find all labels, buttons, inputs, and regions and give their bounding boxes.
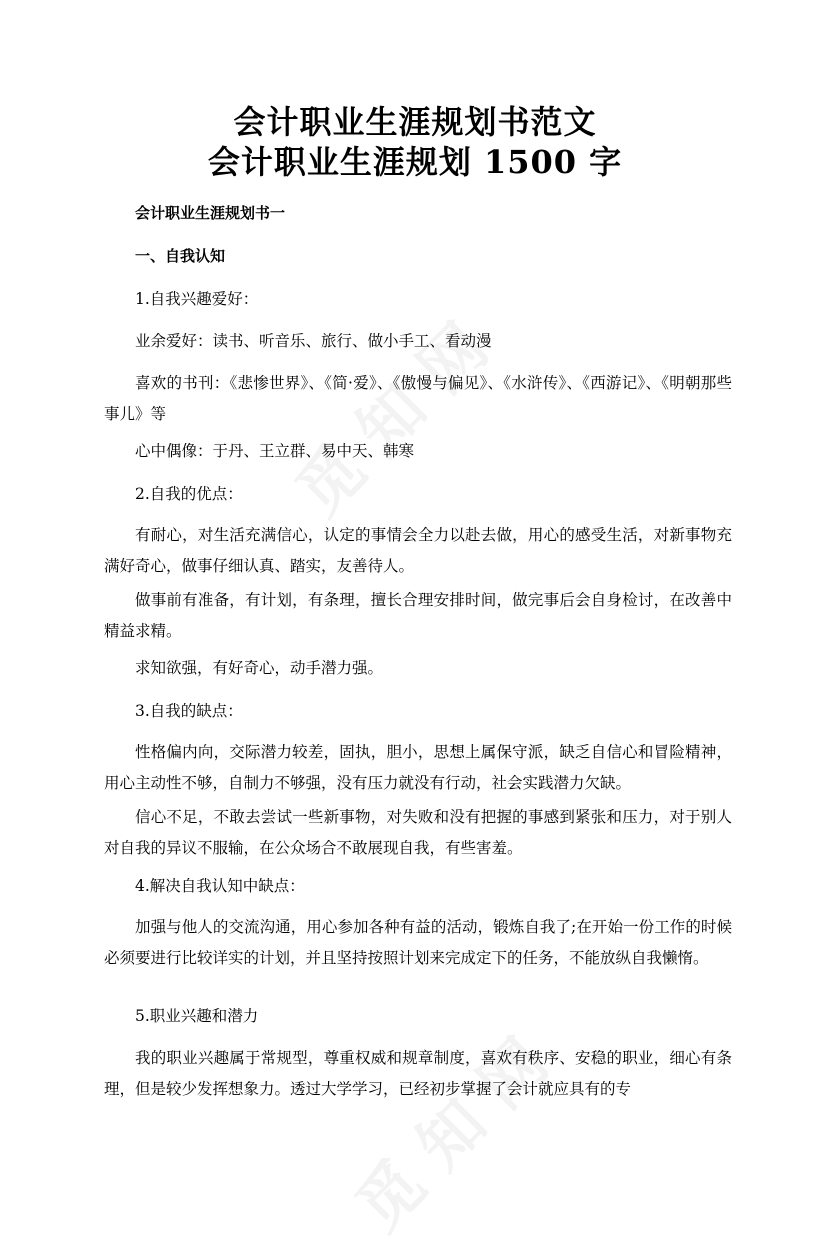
subheading-interests: 1.自我兴趣爱好： xyxy=(135,290,259,308)
subheading-solutions: 4.解决自我认知中缺点： xyxy=(135,877,305,895)
paragraph-solution: 加强与他人的交流沟通，用心参加各种有益的活动，锻炼自我了;在开始一份工作的时候必须要进行比较详实的计划，并且坚持按照计划来完成定下的任务，不能放纵自我懒惰。 xyxy=(104,918,732,967)
paragraph-strength-3: 求知欲强，有好奇心，动手潜力强。 xyxy=(135,659,384,677)
subheading-strengths: 2.自我的优点： xyxy=(135,485,243,503)
paragraph-books: 喜欢的书刊：《悲惨世界》、《简·爱》、《傲慢与偏见》、《水浒传》、《西游记》、《明朝那些事儿》等 xyxy=(104,374,732,423)
paragraph-career: 我的职业兴趣属于常规型，尊重权威和规章制度，喜欢有秩序、安稳的职业，细心有条理，但是较少发挥想象力。透过大学学习，已经初步掌握了会计就应具有的专 xyxy=(104,1049,732,1098)
paragraph-weakness-1: 性格偏内向，交际潜力较差，固执，胆小，思想上属保守派，缺乏自信心和冒险精神，用心主动性不够，自制力不够强，没有压力就没有行动，社会实践潜力欠缺。 xyxy=(104,743,732,792)
part-heading: 一、自我认知 xyxy=(135,247,226,265)
paragraph-strength-2: 做事前有准备，有计划，有条理，擅长合理安排时间，做完事后会自身检讨，在改善中精益求精。 xyxy=(104,591,732,640)
paragraph-weakness-2: 信心不足，不敢去尝试一些新事物，对失败和没有把握的事感到紧张和压力，对于别人对自我的异议不服输，在公众场合不敢展现自我，有些害羞。 xyxy=(104,808,732,857)
section-title: 会计职业生涯规划书一 xyxy=(135,204,286,222)
paragraph-idols: 心中偶像：于丹、王立群、易中天、韩寒 xyxy=(135,442,415,460)
subheading-weaknesses: 3.自我的缺点： xyxy=(135,702,243,720)
paragraph-strength-1: 有耐心，对生活充满信心，认定的事情会全力以赴去做，用心的感受生活，对新事物充满好奇心，做事仔细认真、踏实，友善待人。 xyxy=(104,526,732,575)
subheading-career-interest: 5.职业兴趣和潜力 xyxy=(135,1007,259,1025)
document-title: 会计职业生涯规划书范文 xyxy=(233,103,597,141)
paragraph-hobbies: 业余爱好：读书、听音乐、旅行、做小手工、看动漫 xyxy=(135,332,492,350)
document-subtitle: 会计职业生涯规划 1500 字 xyxy=(207,143,623,181)
